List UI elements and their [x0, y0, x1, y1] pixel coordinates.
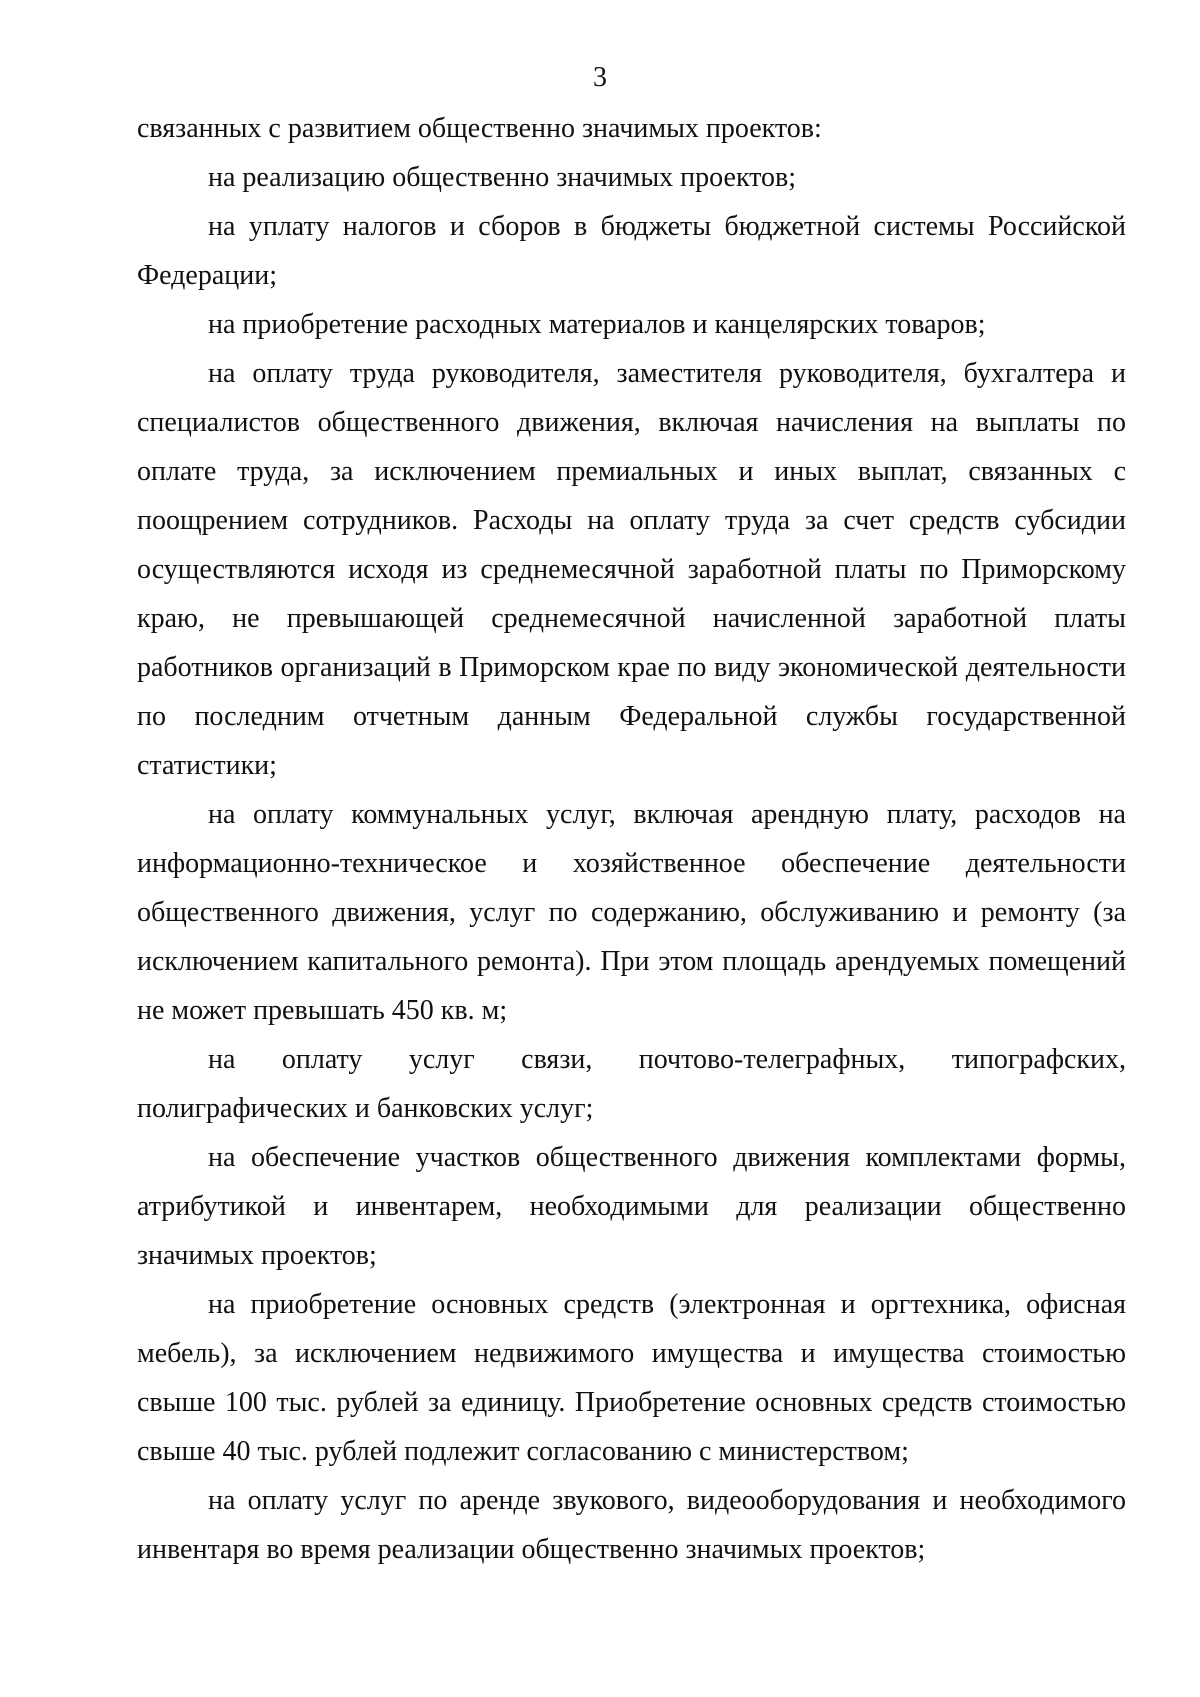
paragraph-item: на уплату налогов и сборов в бюджеты бюджетной системы Российской Федерации; — [137, 211, 1126, 291]
page-number: 3 — [593, 62, 607, 93]
paragraph-item: на оплату услуг связи, почтово-телеграфных, типографских, полиграфических и банковских услуг; — [137, 1044, 1126, 1124]
paragraph-item: на приобретение основных средств (электронная и оргтехника, офисная мебель), за исключением недвижимого имущества и имущества стоимостью свыше 100 тыс. рублей за единицу. Приобретение основных средств стоимостью свыше 40 тыс. рублей подлежит согласованию с министерством; — [137, 1289, 1126, 1467]
paragraph-item: на приобретение расходных материалов и канцелярских товаров; — [208, 309, 986, 340]
paragraph-item: на реализацию общественно значимых проектов; — [208, 162, 797, 193]
paragraph-item: на оплату коммунальных услуг, включая арендную плату, расходов на информационно-техническое и хозяйственное обеспечение деятельности общественного движения, услуг по содержанию, обслуживанию и ремонту (за исключением капитального ремонта). При этом площадь арендуемых помещений не может превышать 450 кв. м; — [137, 799, 1126, 1026]
document-body — [137, 104, 1126, 1574]
paragraph-item: на оплату услуг по аренде звукового, видеооборудования и необходимого инвентаря во время реализации общественно значимых проектов; — [137, 1485, 1126, 1565]
paragraph-continuation: связанных с развитием общественно значимых проектов: — [137, 113, 822, 144]
paragraph-item: на оплату труда руководителя, заместителя руководителя, бухгалтера и специалистов общественного движения, включая начисления на выплаты по оплате труда, за исключением премиальных и иных выплат, связанных с поощрением сотрудников. Расходы на оплату труда за счет средств субсидии осуществляются исходя из среднемесячной заработной платы по Приморскому краю, не превышающей среднемесячной начисленной заработной платы работников организаций в Приморском крае по виду экономической деятельности по последним отчетным данным Федеральной службы государственной статистики; — [137, 358, 1126, 781]
paragraph-item: на обеспечение участков общественного движения комплектами формы, атрибутикой и инвентарем, необходимыми для реализации общественно значимых проектов; — [137, 1142, 1126, 1271]
